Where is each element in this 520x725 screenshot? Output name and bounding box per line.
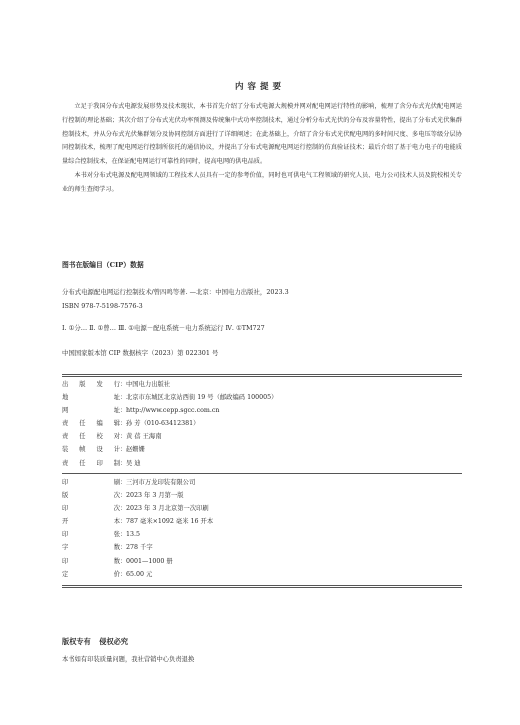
row-value: 吴 迪 bbox=[126, 459, 141, 467]
printing-row: 印数 ： 0001—1000 册 bbox=[62, 555, 462, 568]
row-label: 责任校对 bbox=[62, 433, 120, 441]
publication-row: 出版发行 ： 中国电力出版社 bbox=[62, 378, 462, 391]
summary-body bbox=[62, 100, 462, 197]
publication-row: 责任编辑 ： 孙 芳（010-63412381） bbox=[62, 417, 462, 430]
row-value: 赵姗姗 bbox=[126, 446, 145, 454]
row-label: 字数 bbox=[62, 544, 120, 552]
publication-info bbox=[62, 378, 462, 470]
row-value: 中国电力出版社 bbox=[126, 381, 171, 388]
row-label: 印张 bbox=[62, 531, 120, 539]
row-value: 278 千字 bbox=[126, 544, 153, 552]
row-label: 开本 bbox=[62, 518, 120, 526]
row-value: 787 毫米×1092 毫米 16 开本 bbox=[126, 518, 214, 526]
cip-subjects: Ⅰ. ①分… Ⅱ. ①曾… Ⅲ. ①电源－配电系统－电力系统运行 Ⅳ. ①TM727 bbox=[62, 324, 265, 332]
row-label: 网址 bbox=[62, 407, 120, 415]
row-value: 三河市万龙印装有限公司 bbox=[126, 479, 196, 486]
row-value: 黄 蓓 王海南 bbox=[126, 433, 162, 441]
row-label: 定价 bbox=[62, 570, 120, 578]
summary-paragraph: 本书对分布式电源及配电网领域的工程技术人员具有一定的参考价值，同时也可供电气工程领域的研究人员、电力公司技术人员及院校相关专业的师生查阅学习。 bbox=[62, 171, 462, 193]
cip-heading: 图书在版编目（CIP）数据 bbox=[62, 261, 144, 269]
cip-title-line: 分布式电源配电网运行控制技术/曾四鸣等著. —北京：中国电力出版社，2023.3 bbox=[62, 288, 289, 296]
cip-record bbox=[62, 286, 462, 360]
row-value: 65.00 元 bbox=[126, 570, 153, 578]
row-value: 2023 年 3 月北京第一次印刷 bbox=[126, 505, 209, 513]
divider bbox=[62, 376, 462, 377]
printing-row: 开本 ： 787 毫米×1092 毫米 16 开本 bbox=[62, 515, 462, 528]
summary-paragraph: 立足于我国分布式电源发展形势及技术现状，本书首先介绍了分布式电源大规模并网对配电网运行特性的影响，梳理了含分布式光伏配电网运行控制的理论基础；其次介绍了分布式光伏功率预测及传统集中式功率控制技术，通过分析分布式光伏的分布及容量特性，提出了分布式光伏集群控制技术，并从分布式光伏集群划分及协同控制方面进行了详细阐述；在此基础上，介绍了含分布式光伏配电网的多时间尺度、多电压等级分层协同控制技术，梳理了配电网运行控制所依托的通信协议，并提出了分布式电源配电网运行控制的仿真验证技术；最后介绍了基于电力电子的电能质量综合控制技术，在保证配电网运行可靠性的同时，提高电网的供电品质。 bbox=[62, 103, 462, 166]
printing-row: 印刷 ： 三河市万龙印装有限公司 bbox=[62, 476, 462, 489]
divider bbox=[62, 473, 462, 474]
printing-info bbox=[62, 476, 462, 581]
cip-core-number: 中国国家版本馆 CIP 数据核字（2023）第 022301 号 bbox=[62, 348, 219, 357]
row-value: 北京市东城区北京站西街 19 号（邮政编码 100005） bbox=[126, 394, 278, 402]
row-value: 0001—1000 册 bbox=[126, 557, 173, 565]
divider bbox=[62, 587, 462, 588]
row-label: 印刷 bbox=[62, 479, 120, 486]
row-label: 出版发行 bbox=[62, 381, 120, 388]
printing-row: 版次 ： 2023 年 3 月第一版 bbox=[62, 489, 462, 502]
summary-title: 内容提要 bbox=[234, 82, 285, 92]
row-label: 地址 bbox=[62, 394, 120, 402]
publication-row: 责任校对 ： 黄 蓓 王海南 bbox=[62, 430, 462, 443]
row-value: http://www.cepp.sgcc.com.cn bbox=[126, 407, 220, 415]
divider bbox=[62, 374, 462, 375]
publication-row: 地址 ： 北京市东城区北京站西街 19 号（邮政编码 100005） bbox=[62, 391, 462, 404]
row-label: 印数 bbox=[62, 557, 120, 565]
copyright-heading: 版权专有 侵权必究 bbox=[62, 637, 129, 646]
row-value: 2023 年 3 月第一版 bbox=[126, 492, 184, 500]
cip-isbn: ISBN 978-7-5198-7576-3 bbox=[62, 301, 143, 310]
publication-row: 装帧设计 ： 赵姗姗 bbox=[62, 443, 462, 456]
printing-row: 定价 ： 65.00 元 bbox=[62, 568, 462, 581]
publication-row: 网址 ： http://www.cepp.sgcc.com.cn bbox=[62, 404, 462, 417]
row-value: 孙 芳（010-63412381） bbox=[126, 420, 200, 428]
row-value: 13.5 bbox=[126, 531, 141, 539]
printing-row: 印张 ： 13.5 bbox=[62, 528, 462, 541]
printing-row: 字数 ： 278 千字 bbox=[62, 541, 462, 554]
row-label: 装帧设计 bbox=[62, 446, 120, 454]
divider bbox=[62, 585, 462, 586]
row-label: 责任编辑 bbox=[62, 420, 120, 428]
row-label: 版次 bbox=[62, 492, 120, 500]
copyright-note: 本书如有印装质量问题，我社营销中心负责退换 bbox=[62, 656, 195, 663]
row-label: 责任印制 bbox=[62, 459, 120, 467]
publication-row: 责任印制 ： 吴 迪 bbox=[62, 457, 462, 470]
row-label: 印次 bbox=[62, 505, 120, 513]
printing-row: 印次 ： 2023 年 3 月北京第一次印刷 bbox=[62, 502, 462, 515]
